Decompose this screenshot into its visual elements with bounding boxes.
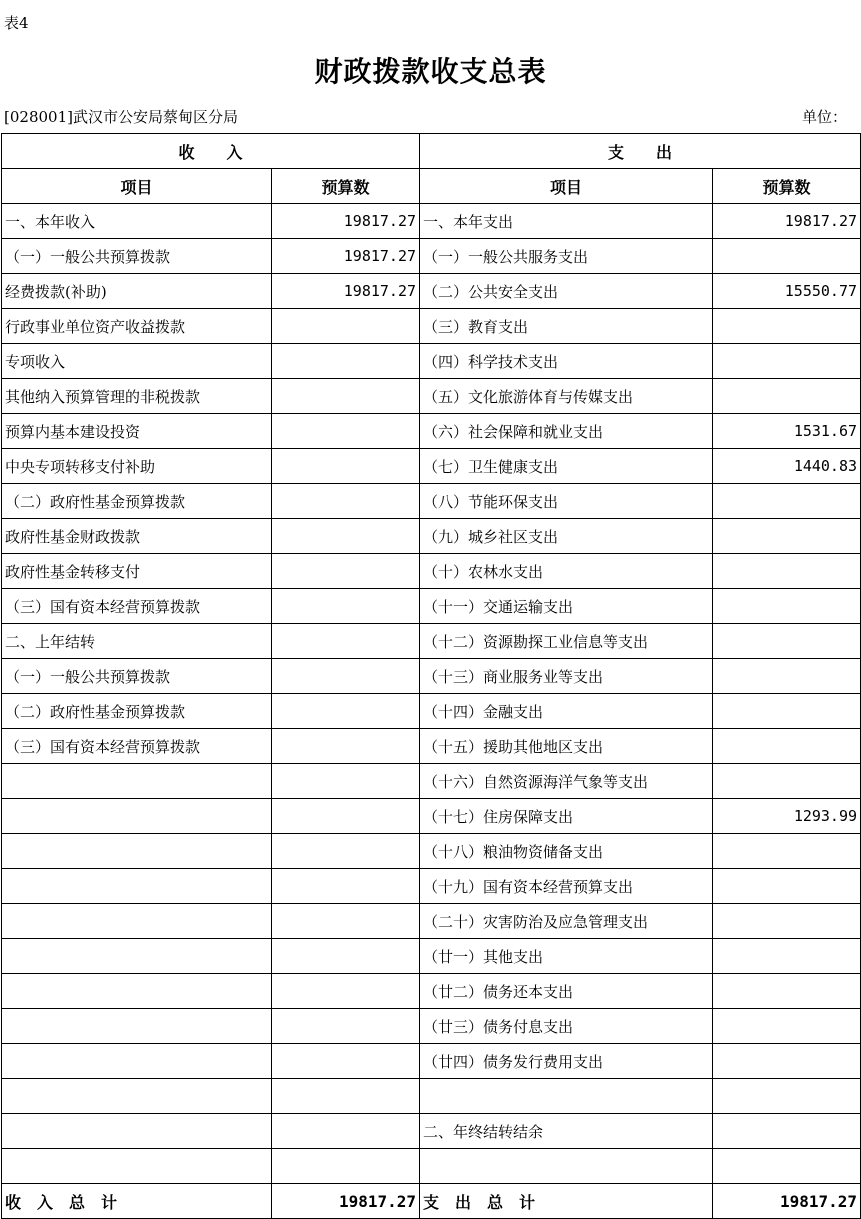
total-row xyxy=(2,1184,861,1219)
income-budget-cell xyxy=(272,554,420,589)
expense-item-cell: （七）卫生健康支出 xyxy=(420,449,713,484)
table-row xyxy=(2,309,861,344)
expense-budget-cell xyxy=(713,694,861,729)
expense-item-cell: （十五）援助其他地区支出 xyxy=(420,729,713,764)
income-item-cell xyxy=(2,939,272,974)
income-item-cell: （一）一般公共预算拨款 xyxy=(2,239,272,274)
income-item-cell xyxy=(2,1114,272,1149)
expense-budget-cell xyxy=(713,1009,861,1044)
income-budget-cell xyxy=(272,1149,420,1184)
income-budget-cell xyxy=(272,974,420,1009)
expense-item-cell: （廿四）债务发行费用支出 xyxy=(420,1044,713,1079)
expense-item-header: 项目 xyxy=(420,169,713,204)
income-item-cell: 中央专项转移支付补助 xyxy=(2,449,272,484)
income-item-cell xyxy=(2,799,272,834)
expense-budget-cell xyxy=(713,974,861,1009)
income-budget-cell: 19817.27 xyxy=(272,204,420,239)
income-budget-cell xyxy=(272,939,420,974)
income-budget-cell xyxy=(272,1114,420,1149)
expense-item-cell: （十七）住房保障支出 xyxy=(420,799,713,834)
table-row xyxy=(2,449,861,484)
expense-item-cell: （十八）粮油物资储备支出 xyxy=(420,834,713,869)
expense-budget-cell xyxy=(713,1149,861,1184)
income-budget-cell xyxy=(272,484,420,519)
expense-item-cell: 二、年终结转结余 xyxy=(420,1114,713,1149)
expense-budget-cell xyxy=(713,1079,861,1114)
expense-item-cell: （三）教育支出 xyxy=(420,309,713,344)
expense-item-cell xyxy=(420,1079,713,1114)
expense-total-label: 支 出 总 计 xyxy=(420,1184,713,1219)
table-row xyxy=(2,1009,861,1044)
income-item-cell xyxy=(2,869,272,904)
table-row xyxy=(2,799,861,834)
income-budget-cell xyxy=(272,449,420,484)
income-item-cell xyxy=(2,1149,272,1184)
table-row xyxy=(2,414,861,449)
expense-budget-cell: 1440.83 xyxy=(713,449,861,484)
expense-item-cell: （九）城乡社区支出 xyxy=(420,519,713,554)
income-item-cell: （二）政府性基金预算拨款 xyxy=(2,694,272,729)
expense-budget-header: 预算数 xyxy=(713,169,861,204)
income-item-cell xyxy=(2,834,272,869)
income-budget-cell xyxy=(272,764,420,799)
income-item-header: 项目 xyxy=(2,169,272,204)
expense-budget-cell xyxy=(713,764,861,799)
expense-budget-cell xyxy=(713,834,861,869)
expense-budget-cell xyxy=(713,484,861,519)
expense-budget-cell xyxy=(713,309,861,344)
expense-item-cell: 一、本年支出 xyxy=(420,204,713,239)
page-title: 财政拨款收支总表 xyxy=(314,55,547,88)
table-row xyxy=(2,869,861,904)
income-budget-header: 预算数 xyxy=(272,169,420,204)
income-budget-cell xyxy=(272,694,420,729)
expense-item-cell: （六）社会保障和就业支出 xyxy=(420,414,713,449)
expense-item-cell: （十三）商业服务业等支出 xyxy=(420,659,713,694)
income-item-cell xyxy=(2,1079,272,1114)
income-budget-cell xyxy=(272,1079,420,1114)
unit-label: 单位： xyxy=(801,108,847,126)
income-item-cell: 预算内基本建设投资 xyxy=(2,414,272,449)
income-item-cell: 一、本年收入 xyxy=(2,204,272,239)
expense-item-cell: （十六）自然资源海洋气象等支出 xyxy=(420,764,713,799)
table-row xyxy=(2,694,861,729)
income-item-cell: 政府性基金转移支付 xyxy=(2,554,272,589)
expense-budget-cell: 1293.99 xyxy=(713,799,861,834)
income-budget-cell xyxy=(272,344,420,379)
income-budget-cell xyxy=(272,834,420,869)
expense-budget-cell xyxy=(713,589,861,624)
expense-budget-cell xyxy=(713,379,861,414)
income-section-header: 收 入 xyxy=(2,134,420,169)
table-row xyxy=(2,554,861,589)
income-budget-cell xyxy=(272,379,420,414)
income-item-cell: 其他纳入预算管理的非税拨款 xyxy=(2,379,272,414)
table-row xyxy=(2,974,861,1009)
income-budget-cell xyxy=(272,589,420,624)
expense-item-cell: （八）节能环保支出 xyxy=(420,484,713,519)
income-total-label: 收 入 总 计 xyxy=(2,1184,272,1219)
table-row xyxy=(2,239,861,274)
table-row xyxy=(2,379,861,414)
expense-budget-cell xyxy=(713,939,861,974)
income-total-value: 19817.27 xyxy=(272,1184,420,1219)
expense-item-cell: （四）科学技术支出 xyxy=(420,344,713,379)
income-budget-cell: 19817.27 xyxy=(272,274,420,309)
income-item-cell: 二、上年结转 xyxy=(2,624,272,659)
expense-item-cell: （十一）交通运输支出 xyxy=(420,589,713,624)
income-budget-cell xyxy=(272,519,420,554)
table-row xyxy=(2,834,861,869)
table-row xyxy=(2,904,861,939)
expense-item-cell xyxy=(420,1149,713,1184)
table-row xyxy=(2,939,861,974)
income-item-cell: （二）政府性基金预算拨款 xyxy=(2,484,272,519)
table-row xyxy=(2,589,861,624)
income-item-cell: （三）国有资本经营预算拨款 xyxy=(2,729,272,764)
table-row xyxy=(2,1149,861,1184)
expense-budget-cell xyxy=(713,659,861,694)
expense-budget-cell xyxy=(713,729,861,764)
expense-budget-cell xyxy=(713,1044,861,1079)
table-row xyxy=(2,1114,861,1149)
table-number: 表4 xyxy=(4,14,29,32)
expense-item-cell: （十）农林水支出 xyxy=(420,554,713,589)
column-header-row xyxy=(2,169,861,204)
table-row xyxy=(2,764,861,799)
table-row xyxy=(2,1044,861,1079)
section-header-row xyxy=(2,134,861,169)
budget-table xyxy=(1,133,861,1219)
income-budget-cell xyxy=(272,799,420,834)
table-row xyxy=(2,484,861,519)
table-row xyxy=(2,624,861,659)
expense-budget-cell xyxy=(713,869,861,904)
income-budget-cell: 19817.27 xyxy=(272,239,420,274)
income-item-cell: （三）国有资本经营预算拨款 xyxy=(2,589,272,624)
income-budget-cell xyxy=(272,1044,420,1079)
income-budget-cell xyxy=(272,624,420,659)
income-item-cell: 专项收入 xyxy=(2,344,272,379)
expense-item-cell: （十二）资源勘探工业信息等支出 xyxy=(420,624,713,659)
table-row xyxy=(2,729,861,764)
income-item-cell xyxy=(2,1009,272,1044)
expense-item-cell: （五）文化旅游体育与传媒支出 xyxy=(420,379,713,414)
table-row xyxy=(2,1079,861,1114)
income-budget-cell xyxy=(272,904,420,939)
expense-budget-cell: 15550.77 xyxy=(713,274,861,309)
income-item-cell xyxy=(2,904,272,939)
income-item-cell xyxy=(2,764,272,799)
expense-budget-cell xyxy=(713,239,861,274)
table-row xyxy=(2,659,861,694)
income-budget-cell xyxy=(272,309,420,344)
table-row xyxy=(2,274,861,309)
income-budget-cell xyxy=(272,729,420,764)
expense-budget-cell: 1531.67 xyxy=(713,414,861,449)
table-row xyxy=(2,204,861,239)
expense-budget-cell: 19817.27 xyxy=(713,204,861,239)
expense-item-cell: （廿三）债务付息支出 xyxy=(420,1009,713,1044)
expense-total-value: 19817.27 xyxy=(713,1184,861,1219)
expense-budget-cell xyxy=(713,904,861,939)
table-row xyxy=(2,344,861,379)
expense-item-cell: （廿二）债务还本支出 xyxy=(420,974,713,1009)
expense-item-cell: （十九）国有资本经营预算支出 xyxy=(420,869,713,904)
expense-item-cell: （十四）金融支出 xyxy=(420,694,713,729)
expense-item-cell: （一）一般公共服务支出 xyxy=(420,239,713,274)
expense-budget-cell xyxy=(713,624,861,659)
income-item-cell: 经费拨款(补助) xyxy=(2,274,272,309)
income-item-cell: （一）一般公共预算拨款 xyxy=(2,659,272,694)
expense-section-header: 支 出 xyxy=(420,134,861,169)
income-budget-cell xyxy=(272,659,420,694)
organization-name: [028001]武汉市公安局蔡甸区分局 xyxy=(4,108,238,126)
income-budget-cell xyxy=(272,1009,420,1044)
expense-budget-cell xyxy=(713,344,861,379)
income-item-cell xyxy=(2,974,272,1009)
income-item-cell xyxy=(2,1044,272,1079)
income-item-cell: 政府性基金财政拨款 xyxy=(2,519,272,554)
income-budget-cell xyxy=(272,869,420,904)
expense-item-cell: （廿一）其他支出 xyxy=(420,939,713,974)
expense-budget-cell xyxy=(713,554,861,589)
expense-budget-cell xyxy=(713,1114,861,1149)
income-item-cell: 行政事业单位资产收益拨款 xyxy=(2,309,272,344)
income-budget-cell xyxy=(272,414,420,449)
table-row xyxy=(2,519,861,554)
expense-budget-cell xyxy=(713,519,861,554)
expense-item-cell: （二十）灾害防治及应急管理支出 xyxy=(420,904,713,939)
expense-item-cell: （二）公共安全支出 xyxy=(420,274,713,309)
